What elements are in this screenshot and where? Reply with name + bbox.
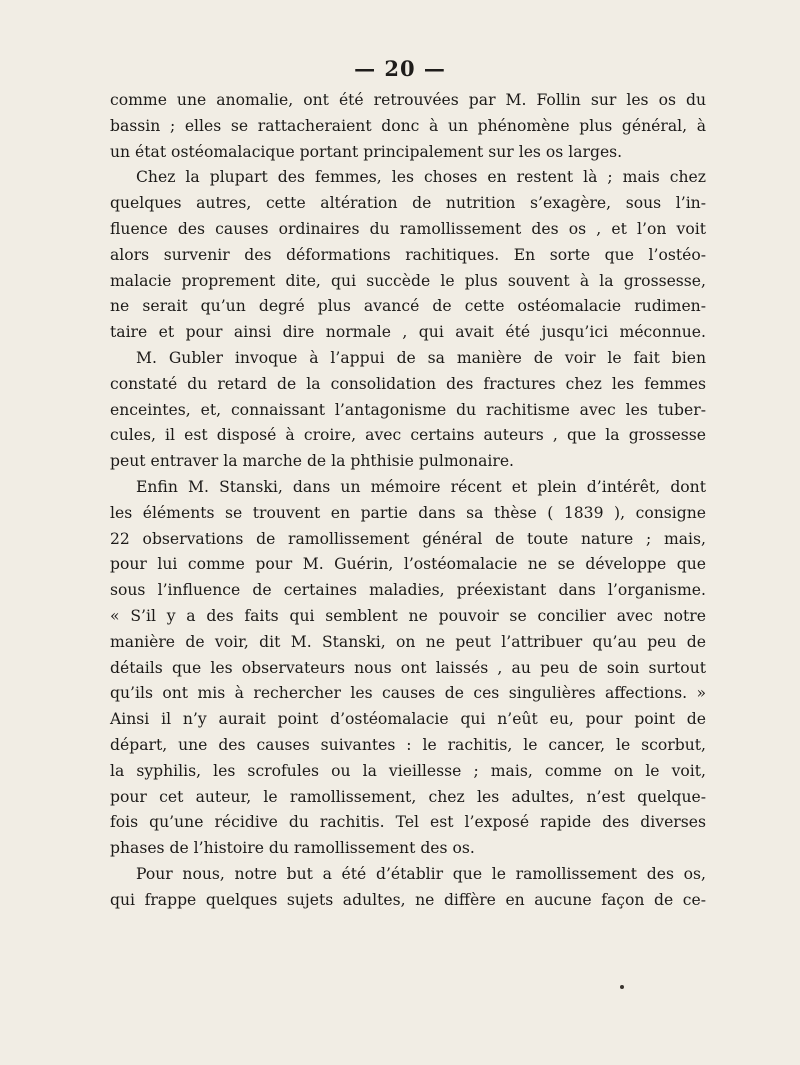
page-number: — 20 — (354, 56, 446, 81)
text-line: bassin ; elles se rattacheraient donc à un phénomène plus général, à (110, 116, 706, 135)
text-line: Ainsi il n’y aurait point d’ostéomalacie qui n’eût eu, pour point de (110, 710, 706, 729)
text-line: pour cet auteur, le ramollissement, chez les adultes, n’est quelque- (110, 787, 706, 806)
text-line: sous l’influence de certaines maladies, préexistant dans l’organisme. (110, 581, 706, 600)
text-line: fluence des causes ordinaires du ramollissement des os , et l’on voit (110, 219, 706, 238)
text-line: qui frappe quelques sujets adultes, ne diffère en aucune façon de ce- (110, 890, 706, 909)
text-line: qu’ils ont mis à rechercher les causes de ces singulières affections. » (110, 684, 706, 703)
text-line: la syphilis, les scrofules ou la vieillesse ; mais, comme on le voit, (110, 761, 706, 780)
text-line: phases de l’histoire du ramollissement des os. (110, 839, 475, 858)
text-line: alors survenir des déformations rachitiques. En sorte que l’ostéo- (110, 245, 706, 264)
text-line: peut entraver la marche de la phthisie pulmonaire. (110, 452, 515, 471)
text-line: 22 observations de ramollissement général de toute nature ; mais, (110, 529, 706, 548)
text-line: Chez la plupart des femmes, les choses en restent là ; mais chez (136, 168, 706, 187)
text-line: détails que les observateurs nous ont laissés , au peu de soin surtout (110, 658, 706, 677)
body-text (110, 88, 706, 914)
text-line: « S’il y a des faits qui semblent ne pouvoir se concilier avec notre (110, 606, 706, 625)
text-line: fois qu’une récidive du rachitis. Tel est l’exposé rapide des diverses (110, 813, 706, 832)
text-line: malacie proprement dite, qui succède le plus souvent à la grossesse, (110, 271, 706, 290)
text-line: quelques autres, cette altération de nutrition s’exagère, sous l’in- (110, 194, 706, 213)
text-line: cules, il est disposé à croire, avec certains auteurs , que la grossesse (110, 426, 706, 445)
text-line: enceintes, et, connaissant l’antagonisme du rachitisme avec les tuber- (110, 400, 706, 419)
text-line: constaté du retard de la consolidation des fractures chez les femmes (110, 374, 706, 393)
text-line: les éléments se trouvent en partie dans sa thèse ( 1839 ), consigne (110, 503, 706, 522)
text-line: comme une anomalie, ont été retrouvées par M. Follin sur les os du (110, 91, 706, 109)
ink-speck (620, 985, 624, 989)
text-line: pour lui comme pour M. Guérin, l’ostéomalacie ne se développe que (110, 555, 706, 574)
text-line: M. Gubler invoque à l’appui de sa manière de voir le fait bien (136, 348, 706, 367)
text-line: Enfin M. Stanski, dans un mémoire récent et plein d’intérêt, dont (136, 477, 706, 496)
text-line: départ, une des causes suivantes : le rachitis, le cancer, le scorbut, (110, 735, 706, 754)
text-line: un état ostéomalacique portant principalement sur les os larges. (110, 142, 623, 161)
text-line: manière de voir, dit M. Stanski, on ne peut l’attribuer qu’au peu de (110, 632, 706, 651)
text-line: taire et pour ainsi dire normale , qui avait été jusqu’ici méconnue. (110, 323, 706, 342)
text-line: Pour nous, notre but a été d’établir que le ramollissement des os, (136, 864, 706, 883)
text-line: ne serait qu’un degré plus avancé de cette ostéomalacie rudimen- (110, 297, 706, 316)
